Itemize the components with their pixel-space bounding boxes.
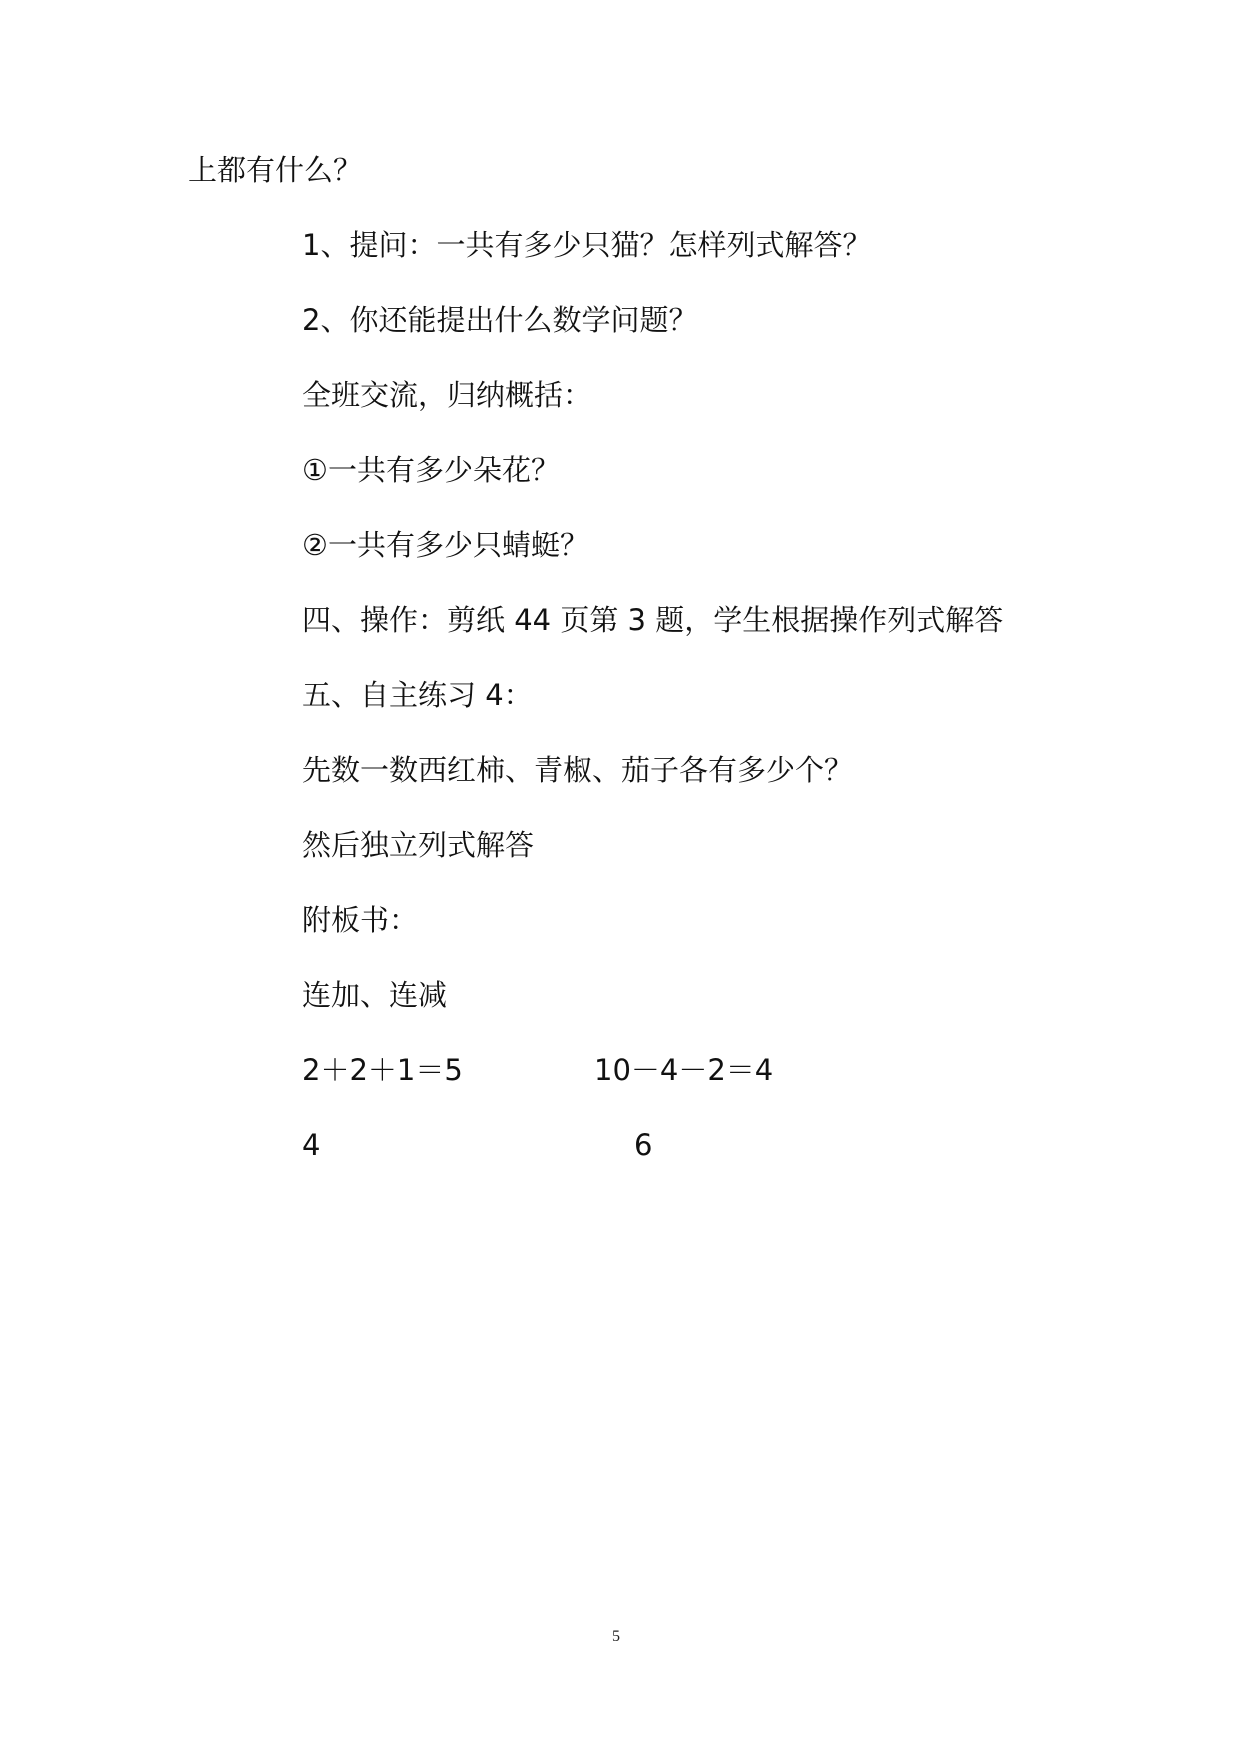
subtraction-note: 6: [634, 1128, 653, 1162]
text-line: 附板书：: [302, 903, 419, 937]
text-line: 全班交流，归纳概括：: [302, 378, 593, 412]
text-line: 2、你还能提出什么数学问题？: [302, 303, 698, 337]
page-number: 5: [612, 1628, 620, 1645]
text-line: 四、操作：剪纸 44 页第 3 题，学生根据操作列式解答: [302, 603, 1004, 637]
text-line: 先数一数西红柿、青椒、茄子各有多少个？: [302, 753, 854, 787]
addition-formula: 2＋2＋1＝5: [302, 1053, 463, 1087]
subtraction-formula: 10－4－2＝4: [594, 1053, 774, 1087]
text-line: ①一共有多少朵花？: [302, 453, 560, 487]
text-line: 五、自主练习 4：: [302, 678, 533, 712]
text-line: ②一共有多少只蜻蜓？: [302, 528, 589, 562]
text-line: 然后独立列式解答: [302, 828, 535, 862]
text-line: 1、提问：一共有多少只猫？怎样列式解答？: [302, 228, 872, 262]
text-line: 上都有什么？: [188, 153, 363, 187]
addition-note: 4: [302, 1128, 321, 1162]
text-line: 连加、连减: [302, 978, 448, 1012]
